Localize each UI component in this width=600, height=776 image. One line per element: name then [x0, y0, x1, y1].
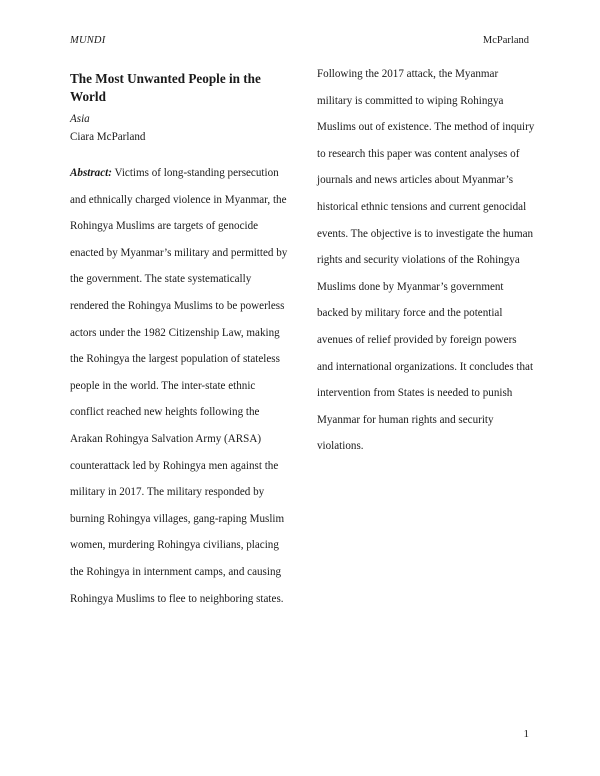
right-column [317, 69, 535, 460]
body-paragraph: Following the 2017 attack, the Myanmar military is committed to wiping Rohingya Muslims out of existence. The method of inquiry to research this paper was content analyses of journals and news articles about Myanmar’s historical ethnic tensions and current genocidal events. The objective is to investigate the human rights and security violations of the Rohingya Muslims done by Myanmar’s government backed by military force and the potential avenues of relief provided by foreign powers and international organizations. It concludes that intervention from States is needed to punish Myanmar for human rights and security violations. [317, 68, 535, 453]
article-region: Asia [70, 113, 90, 125]
running-head-journal: MUNDI [70, 35, 106, 46]
abstract-paragraph [70, 160, 288, 612]
article-author: Ciara McParland [70, 131, 146, 143]
left-column [70, 69, 288, 612]
running-head-author: McParland [482, 35, 529, 46]
page-number: 1 [523, 728, 529, 740]
abstract-label: Abstract: [70, 167, 112, 179]
article-title: The Most Unwanted People in the World [70, 71, 261, 104]
abstract-text: Victims of long-standing persecution and ethnically charged violence in Myanmar, the Rohingya Muslims are targets of genocide enacted by Myanmar’s military and permitted by the government. The state systematically rendered the Rohingya Muslims to be powerless actors under the 1982 Citizenship Law, making the Rohingya the largest population of stateless people in the world. The inter-state ethnic conflict reached new heights following the Arakan Rohingya Salvation Army (ARSA) counterattack led by Rohingya men against the military in 2017. The military responded by burning Rohingya villages, gang-raping Muslim women, murdering Rohingya civilians, placing the Rohingya in internment camps, and causing Rohingya Muslims to flee to neighboring states. [70, 167, 288, 605]
